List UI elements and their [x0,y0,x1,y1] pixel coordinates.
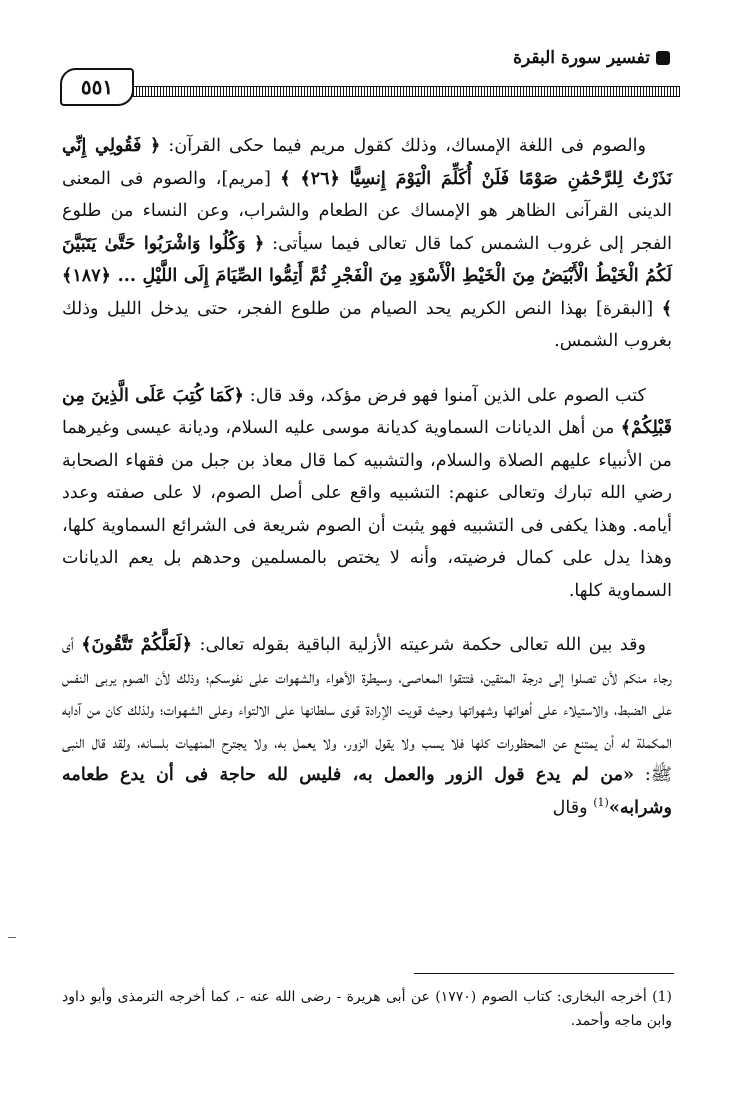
paragraph [62,130,672,358]
text-run: وقال [552,797,594,818]
page-number: ٥٥١ [80,75,114,99]
page-number-badge [60,68,134,106]
running-title [513,48,670,68]
footnote-ref: (1) [593,795,609,809]
footnotes [62,985,672,1033]
ornament-icon [656,51,670,65]
text-run: وقد بين الله تعالى حكمة شرعيته الأزلية الباقية بقوله تعالى: [192,635,646,655]
paragraph [62,629,672,824]
text-run: كتب الصوم على الذين آمنوا فهو فرض مؤكد، وقد قال: [244,385,646,406]
hadith-quote: «من لم يدع قول الزور والعمل به، فليس لله حاجة فى أن يدع طعامه وشرابه» [62,764,672,818]
running-title-text: تفسير سورة البقرة [513,48,650,68]
header-rule [130,86,680,97]
text-run: [مريم]، والصوم فى المعنى الدينى القرآنى الظاهر هو الإمساك عن الطعام والشراب، وعن النساء من طلوع الفجر إلى غروب الشمس كما قال تعالى فيما سيأتى: [62,168,672,254]
footnote: (1) أخرجه البخارى: كتاب الصوم (١٧٧٠) عن أبى هريرة - رضى الله عنه -، كما أخرجه الترمذى وأبو داود وابن ماجه وأحمد. [62,989,672,1029]
text-run: أى رجاء منكم لأن تصلوا إلى درجة المتقين، فتتقوا المعاصى، وسيطرة الأهواء والشهوات على نفوسكم؛ وذلك لأن الصوم يربى النفس على الضبط، والاستيلاء على أهوائها وشهواتها وحيث قويت الإرادة قوى سلطانها على الالتواء وعلى الشهوات؛ ولذلك كان من آدابه المكملة له أن يمتنع عن المحظورات كلها فلا يسب ولا يقول الزور، ولا يعمل به، ولا يجترح المنهيات بلسانه، ولقد قال النبى ﷺ: [62,635,673,785]
text-run: [البقرة] بهذا النص الكريم يحد الصيام من طلوع الفجر، حتى يدخل الليل وذلك بغروب الشمس. [62,298,672,351]
quran-verse: ﴿كَمَا كُتِبَ عَلَى الَّذِينَ مِن قَبْلِكُمْ﴾ [62,384,672,438]
footnote-divider [414,973,674,974]
margin-mark [8,937,16,938]
text-run: والصوم فى اللغة الإمساك، وذلك كقول مريم فيما حكى القرآن: [160,136,646,156]
text-run: من أهل الديانات السماوية كديانة موسى عليه السلام، وديانة عيسى وغيرهما من الأنبياء عليهم الصلاة والسلام، والتشبيه كما قال معاذ بن جبل من فقهاء الصحابة رضي الله تبارك وتعالى عنهم: التشبيه واقع على أصل الصوم، لا على صفته وعدد أيامه. وهذا يكفى فى التشبيه فهو يثبت أن الصوم شريعة فى الشرائع السماوية كلها، وهذا يدل على كمال فرضيته، وأنه لا يختص بالمسلمين وحدهم بل يعم الديانات السماوية كلها. [62,418,672,601]
quran-verse: ﴿ وَكُلُوا وَاشْرَبُوا حَتَّىٰ يَتَبَيَّنَ لَكُمُ الْخَيْطُ الْأَبْيَضُ مِنَ الْخَيْطِ الْأَسْوَدِ مِنَ الْفَجْرِ ثُمَّ أَتِمُّوا الصِّيَامَ إِلَى اللَّيْلِ ... ﴿١٨٧﴾ ﴾ [62,232,672,319]
quran-verse: ﴿ فَقُولِي إِنِّي نَذَرْتُ لِلرَّحْمَٰنِ صَوْمًا فَلَنْ أُكَلِّمَ الْيَوْمَ إِنسِيًّا ﴿٢٦﴾ ﴾ [62,135,672,189]
paragraph [62,380,672,608]
quran-verse: ﴿لَعَلَّكُمْ تَتَّقُونَ﴾ [81,634,193,655]
page-header [60,48,680,104]
body-text [62,130,672,846]
